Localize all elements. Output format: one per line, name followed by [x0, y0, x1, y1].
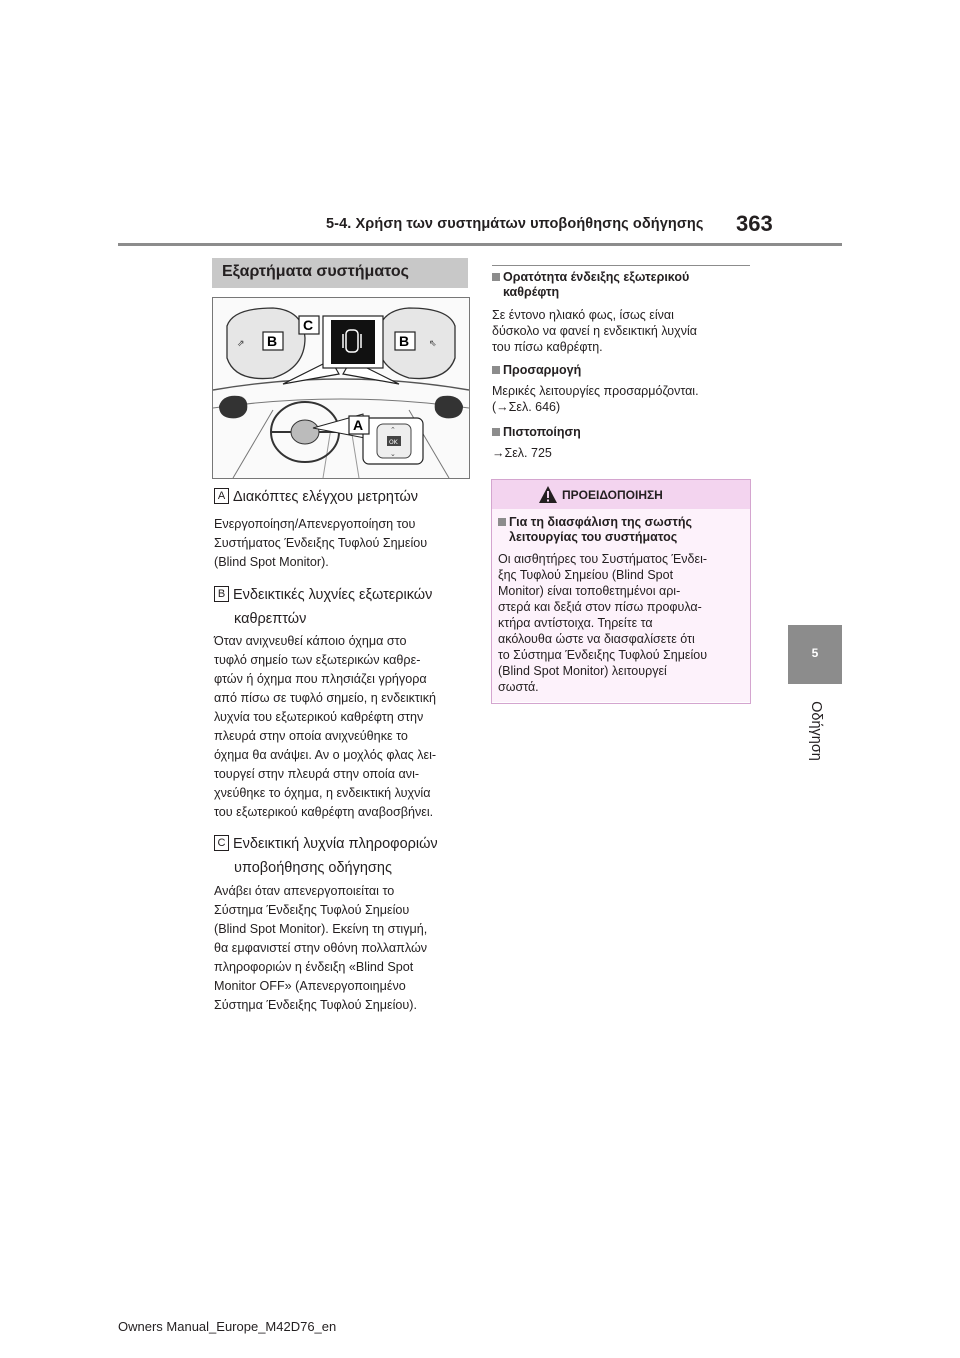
- certification-heading: Πιστοποίηση: [503, 425, 581, 439]
- warning-text: [498, 551, 744, 695]
- text-line: χνεύθηκε το όχημα, η ενδεικτική λυχνία: [214, 786, 431, 800]
- text-line: από πίσω σε τυφλό σημείο, η ενδεικτική: [214, 691, 437, 705]
- text-line: πληροφοριών η ένδειξη «Blind Spot: [214, 960, 414, 974]
- section-title: [212, 258, 468, 288]
- item-a-title: Διακόπτες ελέγχου μετρητών: [233, 489, 419, 505]
- square-bullet-icon: [492, 428, 500, 436]
- text-line: Ενεργοποίηση/Απενεργοποίηση του: [214, 517, 416, 531]
- item-c-title-1: Ενδεικτική λυχνία πληροφοριών: [233, 836, 438, 852]
- svg-text:⌃: ⌃: [390, 426, 396, 434]
- system-components-figure: [212, 297, 470, 479]
- callout-a: A: [353, 417, 364, 433]
- svg-text:⌄: ⌄: [390, 450, 396, 458]
- text-line: Σύστημα Ένδειξης Τυφλού Σημείου: [214, 903, 410, 917]
- item-a-text: [214, 515, 472, 572]
- label-c: C: [214, 835, 229, 851]
- customization-note: [492, 363, 750, 415]
- visibility-text: [492, 307, 750, 355]
- text-line: θα εμφανιστεί στην οθόνη πολλαπλών: [214, 941, 428, 955]
- callout-b-right: B: [399, 333, 410, 349]
- warning-title: ΠΡΟΕΙΔΟΠΟΙΗΣΗ: [562, 488, 663, 502]
- text-line: Monitor OFF» (Απενεργοποιημένο: [214, 979, 406, 993]
- text-line: στερά και δεξιά στον πίσω προφυλα-: [498, 600, 702, 614]
- item-c-text: [214, 882, 472, 1015]
- warning-subtitle-1: Για τη διασφάλιση της σωστής: [509, 515, 692, 529]
- ok-text: OK: [389, 439, 398, 446]
- text-line: πλευρά στην οποία ανιχνεύθηκε το: [214, 729, 408, 743]
- item-b-title-2: καθρεπτών: [234, 611, 307, 627]
- page-reference-link[interactable]: (→Σελ. 646): [492, 400, 561, 414]
- text-line: ακόλουθα ώστε να διασφαλίσετε ότι: [498, 632, 695, 646]
- text-line: Οι αισθητήρες του Συστήματος Ένδει-: [498, 552, 708, 566]
- header-rule: [118, 243, 842, 246]
- item-b-heading: [214, 584, 432, 630]
- warning-body: [492, 509, 750, 702]
- text-line: Μερικές λειτουργίες προσαρμόζονται.: [492, 384, 699, 398]
- visibility-title-1: Ορατότητα ένδειξης εξωτερικού: [503, 270, 690, 284]
- warning-subtitle-2: λειτουργίας του συστήματος: [509, 530, 678, 544]
- text-line: (Blind Spot Monitor). Εκείνη τη στιγμή,: [214, 922, 428, 936]
- svg-text:⇖: ⇖: [429, 339, 437, 349]
- text-line: το Σύστημα Ένδειξης Τυφλού Σημείου: [498, 648, 708, 662]
- right-column-rule: [492, 265, 750, 266]
- warning-header: [492, 480, 750, 509]
- text-line: ξης Τυφλού Σημείου (Blind Spot: [498, 568, 674, 582]
- warning-subtitle: [498, 515, 692, 545]
- label-a: A: [214, 488, 229, 504]
- certification-note: [492, 425, 750, 461]
- text-line: φτών ή όχημα που πλησιάζει γρήγορα: [214, 672, 427, 686]
- text-line: Όταν ανιχνευθεί κάποιο όχημα στο: [214, 634, 407, 648]
- text-line: τουργεί στην πλευρά στην οποία ανι-: [214, 767, 420, 781]
- text-line: Σύστημα Ένδειξης Τυφλού Σημείου).: [214, 998, 417, 1012]
- text-line: (Blind Spot Monitor).: [214, 555, 329, 569]
- label-b: B: [214, 586, 229, 602]
- item-c-title-2: υποβοήθησης οδήγησης: [234, 860, 392, 876]
- square-bullet-icon: [492, 366, 500, 374]
- chapter-number: 5: [811, 646, 819, 660]
- text-line: Συστήματος Ένδειξης Τυφλού Σημείου: [214, 536, 428, 550]
- customization-text: [492, 383, 750, 415]
- text-line: σωστά.: [498, 680, 539, 694]
- chapter-label: [783, 697, 847, 761]
- text-line: λυχνία του εξωτερικού καθρέφτη στην: [214, 710, 424, 724]
- svg-text:⇗: ⇗: [237, 339, 245, 349]
- text-line: τυφλό σημείο των εξωτερικών καθρε-: [214, 653, 421, 667]
- text-line: κτήρα αντίστοιχα. Τηρείτε τα: [498, 616, 653, 630]
- text-line: Ανάβει όταν απενεργοποιείται το: [214, 884, 395, 898]
- square-bullet-icon: [498, 518, 506, 526]
- warning-triangle-icon: [538, 485, 558, 504]
- footer-text: Owners Manual_Europe_M42D76_en: [118, 1319, 337, 1334]
- page-number: 363: [736, 211, 773, 236]
- callout-c: C: [303, 317, 314, 333]
- visibility-heading: [492, 270, 750, 300]
- item-b-title-1: Ενδεικτικές λυχνίες εξωτερικών: [233, 587, 433, 603]
- item-a-heading: [214, 486, 418, 508]
- item-b-text: [214, 632, 472, 822]
- text-line: του πίσω καθρέφτη.: [492, 340, 603, 354]
- square-bullet-icon: [492, 273, 500, 281]
- dashboard-illustration: [213, 298, 469, 478]
- item-c-heading: [214, 833, 438, 879]
- text-line: Monitor) είναι τοποθετημένοι αρι-: [498, 584, 681, 598]
- visibility-title-2: καθρέφτη: [503, 285, 560, 299]
- visibility-note: [492, 270, 750, 355]
- text-line: του εξωτερικού καθρέφτη αναβοσβήνει.: [214, 805, 434, 819]
- customization-heading: Προσαρμογή: [503, 363, 582, 377]
- chapter-label-text: Οδήγηση: [808, 701, 824, 761]
- section-title-text: Εξαρτήματα συστήματος: [222, 263, 409, 280]
- certification-page-link[interactable]: →Σελ. 725: [492, 446, 552, 460]
- text-line: (Blind Spot Monitor) λειτουργεί: [498, 664, 667, 678]
- text-line: δύσκολο να φανεί η ενδεικτική λυχνία: [492, 324, 697, 338]
- running-header: 5-4. Χρήση των συστημάτων υποβοήθησης οδήγησης: [326, 216, 704, 232]
- callout-b-left: B: [267, 333, 278, 349]
- text-line: Σε έντονο ηλιακό φως, ίσως είναι: [492, 308, 674, 322]
- text-line: όχημα θα ανάψει. Αν ο μοχλός φλας λει-: [214, 748, 437, 762]
